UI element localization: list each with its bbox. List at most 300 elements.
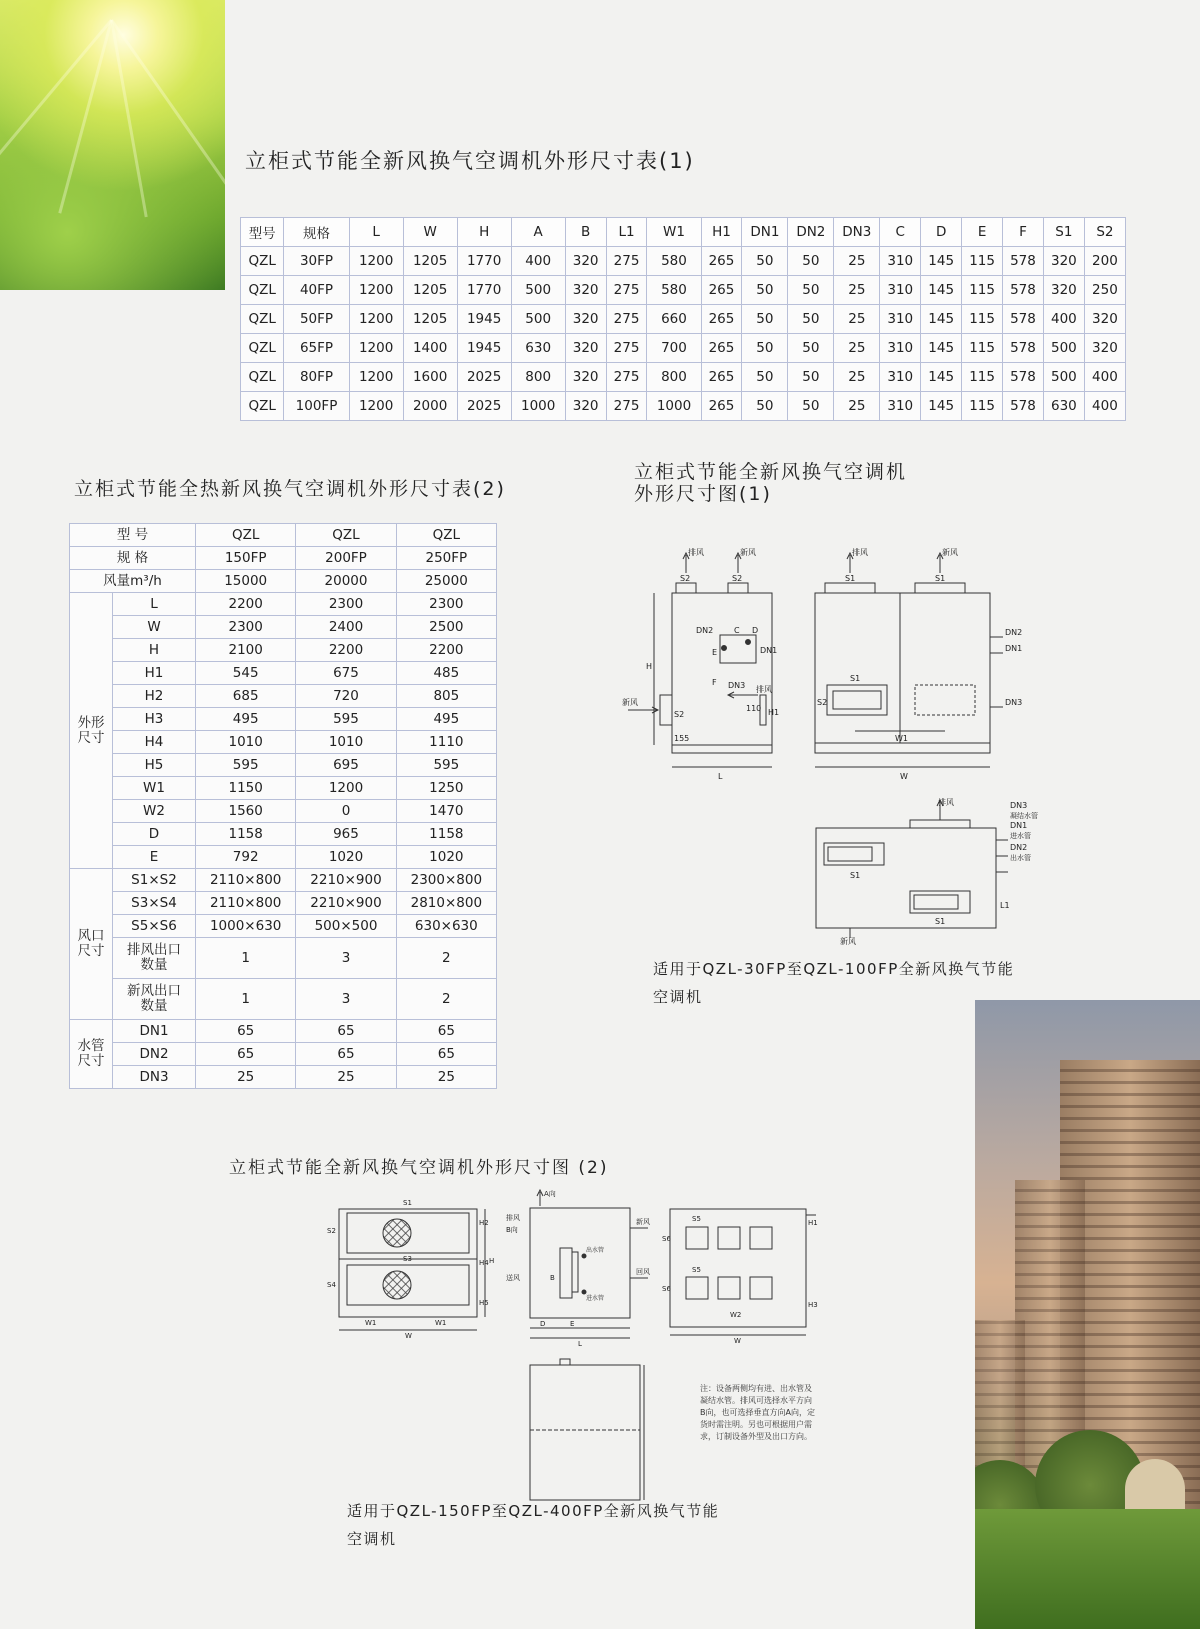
- table-cell: 400: [1084, 363, 1125, 392]
- table-cell: 2110×800: [196, 869, 296, 892]
- table-cell: 115: [962, 363, 1003, 392]
- label-fresh: 新风: [740, 548, 756, 557]
- table-cell: 630: [511, 334, 565, 363]
- label2-s6: S6: [662, 1235, 671, 1243]
- table-cell: 2: [396, 938, 496, 979]
- header-cell: E: [962, 218, 1003, 247]
- table-cell: 320: [565, 247, 606, 276]
- table-cell: H1: [113, 662, 196, 685]
- label2-h5: H5: [479, 1299, 489, 1307]
- table-cell: 50: [742, 392, 788, 421]
- table-cell: 2200: [296, 639, 396, 662]
- label2-w1-b: W1: [435, 1319, 447, 1327]
- header-cell: 规格: [284, 218, 349, 247]
- label-dn3-c: DN3: [1010, 801, 1028, 810]
- table-cell: 115: [962, 334, 1003, 363]
- label2-out-pipe: 出水管: [586, 1247, 605, 1254]
- table-cell: QZL: [296, 524, 396, 547]
- label2-b: B: [550, 1274, 555, 1282]
- table-cell: 400: [511, 247, 565, 276]
- table-cell: 630×630: [396, 915, 496, 938]
- header-cell: 型号: [241, 218, 284, 247]
- table-cell: E: [113, 846, 196, 869]
- label2-in-pipe: 进水管: [586, 1295, 605, 1302]
- table-cell: 1158: [396, 823, 496, 846]
- label-dn2: DN2: [696, 626, 714, 635]
- table-cell: 310: [880, 276, 921, 305]
- label-dn3-b: DN3: [1005, 698, 1023, 707]
- header-cell: A: [511, 218, 565, 247]
- table-cell: W2: [113, 800, 196, 823]
- table-row: [241, 334, 1126, 363]
- table-row: [70, 524, 497, 547]
- table-cell: 50: [742, 276, 788, 305]
- table-cell: 规 格: [70, 547, 196, 570]
- label2-w1: W1: [365, 1319, 377, 1327]
- table-cell: 1: [196, 938, 296, 979]
- table-cell: 1000×630: [196, 915, 296, 938]
- table-cell: 500×500: [296, 915, 396, 938]
- table-cell: 1000: [647, 392, 701, 421]
- diagram1-top-view: [810, 798, 1040, 948]
- label-c: C: [734, 626, 740, 635]
- label-w: W: [900, 772, 908, 781]
- label-fresh-2: 新风: [942, 548, 958, 557]
- label2-d: D: [540, 1320, 546, 1328]
- table-cell: 50: [742, 305, 788, 334]
- table-cell: 1470: [396, 800, 496, 823]
- table-cell: 115: [962, 247, 1003, 276]
- label2-fresh: 新风: [636, 1218, 650, 1226]
- table-cell: 200: [1084, 247, 1125, 276]
- table-cell: 65: [396, 1043, 496, 1066]
- table-cell: DN3: [113, 1066, 196, 1089]
- table-cell: 25000: [396, 570, 496, 593]
- label2-supply: 送风: [506, 1274, 520, 1282]
- diagram1-front-view: [620, 545, 800, 785]
- table-cell: 1600: [403, 363, 457, 392]
- table-cell: 1200: [349, 363, 403, 392]
- label-110: 110: [746, 704, 762, 713]
- table-cell: 265: [701, 305, 742, 334]
- diagram2-caption: 适用于QZL-150FP至QZL-400FP全新风换气节能 空调机: [347, 1502, 720, 1548]
- table-cell: 485: [396, 662, 496, 685]
- table-cell: 50: [788, 247, 834, 276]
- table-cell: 500: [1043, 334, 1084, 363]
- table-cell: 578: [1003, 334, 1044, 363]
- table-cell: QZL: [196, 524, 296, 547]
- table-cell: 1200: [349, 392, 403, 421]
- table-cell: 外形 尺寸: [70, 593, 113, 869]
- table-cell: 965: [296, 823, 396, 846]
- table-row: [70, 639, 497, 662]
- table-cell: 1400: [403, 334, 457, 363]
- table-row: [241, 276, 1126, 305]
- table-cell: 660: [647, 305, 701, 334]
- header-cell: F: [1003, 218, 1044, 247]
- table-header-row: [241, 218, 1126, 247]
- table-cell: QZL: [241, 276, 284, 305]
- table-cell: 25: [834, 363, 880, 392]
- table-row: [70, 892, 497, 915]
- table-cell: 50: [742, 247, 788, 276]
- table-cell: 50: [788, 392, 834, 421]
- table-cell: 1020: [296, 846, 396, 869]
- table-row: [70, 1020, 497, 1043]
- table-cell: 80FP: [284, 363, 349, 392]
- table-cell: 1110: [396, 731, 496, 754]
- label-w1: W1: [895, 734, 908, 743]
- table-cell: 1945: [457, 305, 511, 334]
- label-s2-d: S2: [817, 698, 828, 707]
- table-cell: 50: [788, 363, 834, 392]
- label-l: L: [718, 772, 723, 781]
- label-h: H: [646, 662, 653, 671]
- table-row: [70, 823, 497, 846]
- table-cell: 2000: [403, 392, 457, 421]
- table-cell: 3: [296, 979, 396, 1020]
- diagram1-side-view: [805, 545, 1025, 785]
- table-cell: H4: [113, 731, 196, 754]
- label2-e: E: [570, 1320, 575, 1328]
- table-cell: 500: [1043, 363, 1084, 392]
- table-cell: 310: [880, 363, 921, 392]
- table-cell: 275: [606, 276, 647, 305]
- table-cell: 1205: [403, 247, 457, 276]
- table-cell: 145: [921, 305, 962, 334]
- table-cell: 1200: [296, 777, 396, 800]
- table-row: [70, 846, 497, 869]
- table-cell: 250: [1084, 276, 1125, 305]
- table-cell: 排风出口 数量: [113, 938, 196, 979]
- table-cell: 250FP: [396, 547, 496, 570]
- table-cell: 800: [511, 363, 565, 392]
- table-cell: H: [113, 639, 196, 662]
- table-cell: 0: [296, 800, 396, 823]
- diagram2-title: 立柜式节能全新风换气空调机外形尺寸图 (2): [229, 1158, 609, 1178]
- table-row: [70, 777, 497, 800]
- sunlight-grass-photo: [0, 0, 225, 290]
- label-fresh-in: 新风: [622, 698, 638, 707]
- label-dn1-c: DN1: [1010, 821, 1028, 830]
- table-cell: 320: [565, 305, 606, 334]
- header-cell: S2: [1084, 218, 1125, 247]
- label2-exhaust: 排风: [506, 1214, 520, 1222]
- table-cell: H2: [113, 685, 196, 708]
- table-cell: H3: [113, 708, 196, 731]
- table-cell: 25: [834, 247, 880, 276]
- table-cell: 水管 尺寸: [70, 1020, 113, 1089]
- table-cell: 500: [511, 276, 565, 305]
- header-cell: W1: [647, 218, 701, 247]
- table-cell: 275: [606, 305, 647, 334]
- header-cell: S1: [1043, 218, 1084, 247]
- table-cell: 595: [296, 708, 396, 731]
- table-cell: 50: [742, 363, 788, 392]
- table-cell: 1010: [296, 731, 396, 754]
- label-f: F: [712, 678, 717, 687]
- table-cell: 1158: [196, 823, 296, 846]
- table-cell: 1010: [196, 731, 296, 754]
- table-cell: 145: [921, 363, 962, 392]
- table-row: [70, 731, 497, 754]
- table-cell: 风量m³/h: [70, 570, 196, 593]
- table-cell: 2100: [196, 639, 296, 662]
- table-cell: QZL: [241, 247, 284, 276]
- table-cell: 2: [396, 979, 496, 1020]
- table-cell: QZL: [241, 363, 284, 392]
- table-cell: 265: [701, 334, 742, 363]
- label-out-pipe: 出水管: [1010, 854, 1031, 862]
- table-cell: 50FP: [284, 305, 349, 334]
- label-s2-b: S2: [732, 574, 743, 583]
- table-cell: 2200: [396, 639, 496, 662]
- label2-h2: H2: [479, 1219, 489, 1227]
- table-cell: 320: [565, 392, 606, 421]
- table-cell: 30FP: [284, 247, 349, 276]
- label-h1: H1: [768, 708, 780, 717]
- table-cell: DN2: [113, 1043, 196, 1066]
- label2-h1: H1: [808, 1219, 818, 1227]
- table-row: [241, 247, 1126, 276]
- table-cell: 100FP: [284, 392, 349, 421]
- table-cell: 1200: [349, 276, 403, 305]
- table-cell: 1770: [457, 276, 511, 305]
- label-e: E: [712, 648, 718, 657]
- table-cell: 145: [921, 334, 962, 363]
- table-cell: 2300×800: [396, 869, 496, 892]
- label2-s4: S4: [327, 1281, 336, 1289]
- table-cell: QZL: [241, 334, 284, 363]
- header-cell: W: [403, 218, 457, 247]
- table-cell: 新风出口 数量: [113, 979, 196, 1020]
- table-cell: 2400: [296, 616, 396, 639]
- table1-title: 立柜式节能全新风换气空调机外形尺寸表(1): [245, 149, 695, 173]
- label-exhaust: 排风: [688, 548, 704, 557]
- table-cell: QZL: [241, 392, 284, 421]
- header-cell: H: [457, 218, 511, 247]
- table-cell: 805: [396, 685, 496, 708]
- header-cell: L: [349, 218, 403, 247]
- table-cell: 1200: [349, 334, 403, 363]
- table-cell: 50: [788, 305, 834, 334]
- label2-b-dir: B向: [506, 1226, 518, 1234]
- label2-return: 回风: [636, 1268, 650, 1276]
- table-cell: 310: [880, 334, 921, 363]
- table-row: [70, 938, 497, 979]
- table-cell: 145: [921, 247, 962, 276]
- table-cell: 1205: [403, 276, 457, 305]
- table-cell: H5: [113, 754, 196, 777]
- table-cell: 1770: [457, 247, 511, 276]
- label-s2-side: S2: [674, 710, 685, 719]
- table-cell: 578: [1003, 363, 1044, 392]
- table-cell: DN1: [113, 1020, 196, 1043]
- diagram2-note: 注：设备两侧均有进、出水管及凝结水管。排风可选择水平方向B向，也可选择垂直方向A向，定货时需注明。另也可根据用户需求，订制设备外型及出口方向。: [700, 1384, 815, 1441]
- header-cell: L1: [606, 218, 647, 247]
- table-cell: 495: [196, 708, 296, 731]
- label2-l: L: [578, 1340, 582, 1348]
- table-cell: 320: [565, 334, 606, 363]
- label-dn2-c: DN2: [1010, 843, 1028, 852]
- label-s1-e: S1: [935, 917, 946, 926]
- table-cell: 595: [196, 754, 296, 777]
- table-cell: 578: [1003, 305, 1044, 334]
- table-row: [70, 570, 497, 593]
- header-cell: D: [921, 218, 962, 247]
- table-row: [70, 979, 497, 1020]
- residential-buildings-photo: [975, 1000, 1200, 1629]
- table-cell: 800: [647, 363, 701, 392]
- label2-s5: S5: [692, 1215, 701, 1223]
- table-cell: 675: [296, 662, 396, 685]
- diagram2-front-view: [325, 1195, 495, 1345]
- table-cell: 2500: [396, 616, 496, 639]
- table-row: [70, 616, 497, 639]
- label-l1: L1: [1000, 901, 1010, 910]
- table-cell: 1205: [403, 305, 457, 334]
- table-row: [70, 685, 497, 708]
- label-fresh-3: 新风: [840, 937, 856, 946]
- table-cell: 685: [196, 685, 296, 708]
- table-cell: L: [113, 593, 196, 616]
- table2-title: 立柜式节能全热新风换气空调机外形尺寸表(2): [74, 478, 506, 500]
- header-cell: DN2: [788, 218, 834, 247]
- header-cell: H1: [701, 218, 742, 247]
- table-cell: 720: [296, 685, 396, 708]
- table-cell: 792: [196, 846, 296, 869]
- table-cell: 310: [880, 247, 921, 276]
- table-cell: 320: [1043, 247, 1084, 276]
- table-row: [70, 662, 497, 685]
- table-cell: 275: [606, 247, 647, 276]
- table-cell: 风口 尺寸: [70, 869, 113, 1020]
- label2-s1: S1: [403, 1199, 412, 1207]
- table-cell: 275: [606, 363, 647, 392]
- label2-a-dir: A向: [544, 1190, 556, 1198]
- label2-w2: W2: [730, 1311, 742, 1319]
- label2-h: H: [489, 1257, 495, 1265]
- table-cell: 578: [1003, 276, 1044, 305]
- table-cell: 2110×800: [196, 892, 296, 915]
- table-cell: 65: [296, 1020, 396, 1043]
- table-cell: QZL: [396, 524, 496, 547]
- table-cell: 50: [742, 334, 788, 363]
- label-dn1: DN1: [760, 646, 778, 655]
- table-cell: 265: [701, 363, 742, 392]
- label-d: D: [752, 626, 759, 635]
- table-cell: 275: [606, 334, 647, 363]
- table-cell: 320: [565, 363, 606, 392]
- header-cell: B: [565, 218, 606, 247]
- table-cell: 型 号: [70, 524, 196, 547]
- table-cell: 145: [921, 392, 962, 421]
- table-row: [70, 869, 497, 892]
- label2-w-b: W: [734, 1337, 741, 1345]
- table-row: [70, 1043, 497, 1066]
- table-cell: 310: [880, 305, 921, 334]
- table-cell: 25: [196, 1066, 296, 1089]
- table-cell: 15000: [196, 570, 296, 593]
- label2-s2: S2: [327, 1227, 336, 1235]
- table-cell: 25: [834, 392, 880, 421]
- table-cell: 310: [880, 392, 921, 421]
- table-cell: S5×S6: [113, 915, 196, 938]
- table-cell: 1200: [349, 305, 403, 334]
- table-cell: 2300: [196, 616, 296, 639]
- table-cell: D: [113, 823, 196, 846]
- table-cell: 1560: [196, 800, 296, 823]
- table-cell: 200FP: [296, 547, 396, 570]
- label-s1-c: S1: [850, 674, 861, 683]
- table-cell: 25: [396, 1066, 496, 1089]
- table-cell: 40FP: [284, 276, 349, 305]
- diagram2-side-view: [500, 1188, 660, 1348]
- table-cell: 65: [296, 1043, 396, 1066]
- diagram2-top-view: [520, 1355, 660, 1510]
- label-s1-b: S1: [935, 574, 946, 583]
- table-cell: 65: [196, 1020, 296, 1043]
- table-cell: 630: [1043, 392, 1084, 421]
- table-cell: 1150: [196, 777, 296, 800]
- table-cell: 2025: [457, 363, 511, 392]
- table-row: [241, 363, 1126, 392]
- table-cell: 275: [606, 392, 647, 421]
- table-cell: 1000: [511, 392, 565, 421]
- table-row: [70, 547, 497, 570]
- table-cell: 25: [296, 1066, 396, 1089]
- table-cell: QZL: [241, 305, 284, 334]
- table-row: [70, 1066, 497, 1089]
- table-cell: 495: [396, 708, 496, 731]
- table-cell: 2810×800: [396, 892, 496, 915]
- table-cell: 578: [1003, 392, 1044, 421]
- table-cell: 1: [196, 979, 296, 1020]
- table-cell: 1250: [396, 777, 496, 800]
- table-cell: W: [113, 616, 196, 639]
- table-row: [241, 305, 1126, 334]
- table-cell: 595: [396, 754, 496, 777]
- table-cell: 2210×900: [296, 869, 396, 892]
- table-cell: W1: [113, 777, 196, 800]
- table-cell: 50: [788, 276, 834, 305]
- table-cell: 65: [196, 1043, 296, 1066]
- table-cell: 265: [701, 276, 742, 305]
- table-cell: 500: [511, 305, 565, 334]
- label-dn1-b: DN1: [1005, 644, 1023, 653]
- table-row: [70, 800, 497, 823]
- label-exhaust-2: 排风: [852, 548, 868, 557]
- diagram1-title: 立柜式节能全新风换气空调机 外形尺寸图(1): [634, 461, 908, 505]
- label-s2: S2: [680, 574, 691, 583]
- label2-h4: H4: [479, 1259, 489, 1267]
- label-dn3: DN3: [728, 681, 746, 690]
- table-cell: 320: [1043, 276, 1084, 305]
- table-cell: 265: [701, 392, 742, 421]
- table-cell: 145: [921, 276, 962, 305]
- table-cell: 2300: [296, 593, 396, 616]
- table-cell: S1×S2: [113, 869, 196, 892]
- table-cell: 115: [962, 305, 1003, 334]
- table-cell: 320: [565, 276, 606, 305]
- table-cell: 2025: [457, 392, 511, 421]
- table-cell: 65: [396, 1020, 496, 1043]
- table-cell: 2300: [396, 593, 496, 616]
- label2-s6-b: S6: [662, 1285, 671, 1293]
- dimension-table-2: [69, 523, 497, 1089]
- label-exhaust-3: 排风: [938, 798, 954, 807]
- table-cell: 25: [834, 305, 880, 334]
